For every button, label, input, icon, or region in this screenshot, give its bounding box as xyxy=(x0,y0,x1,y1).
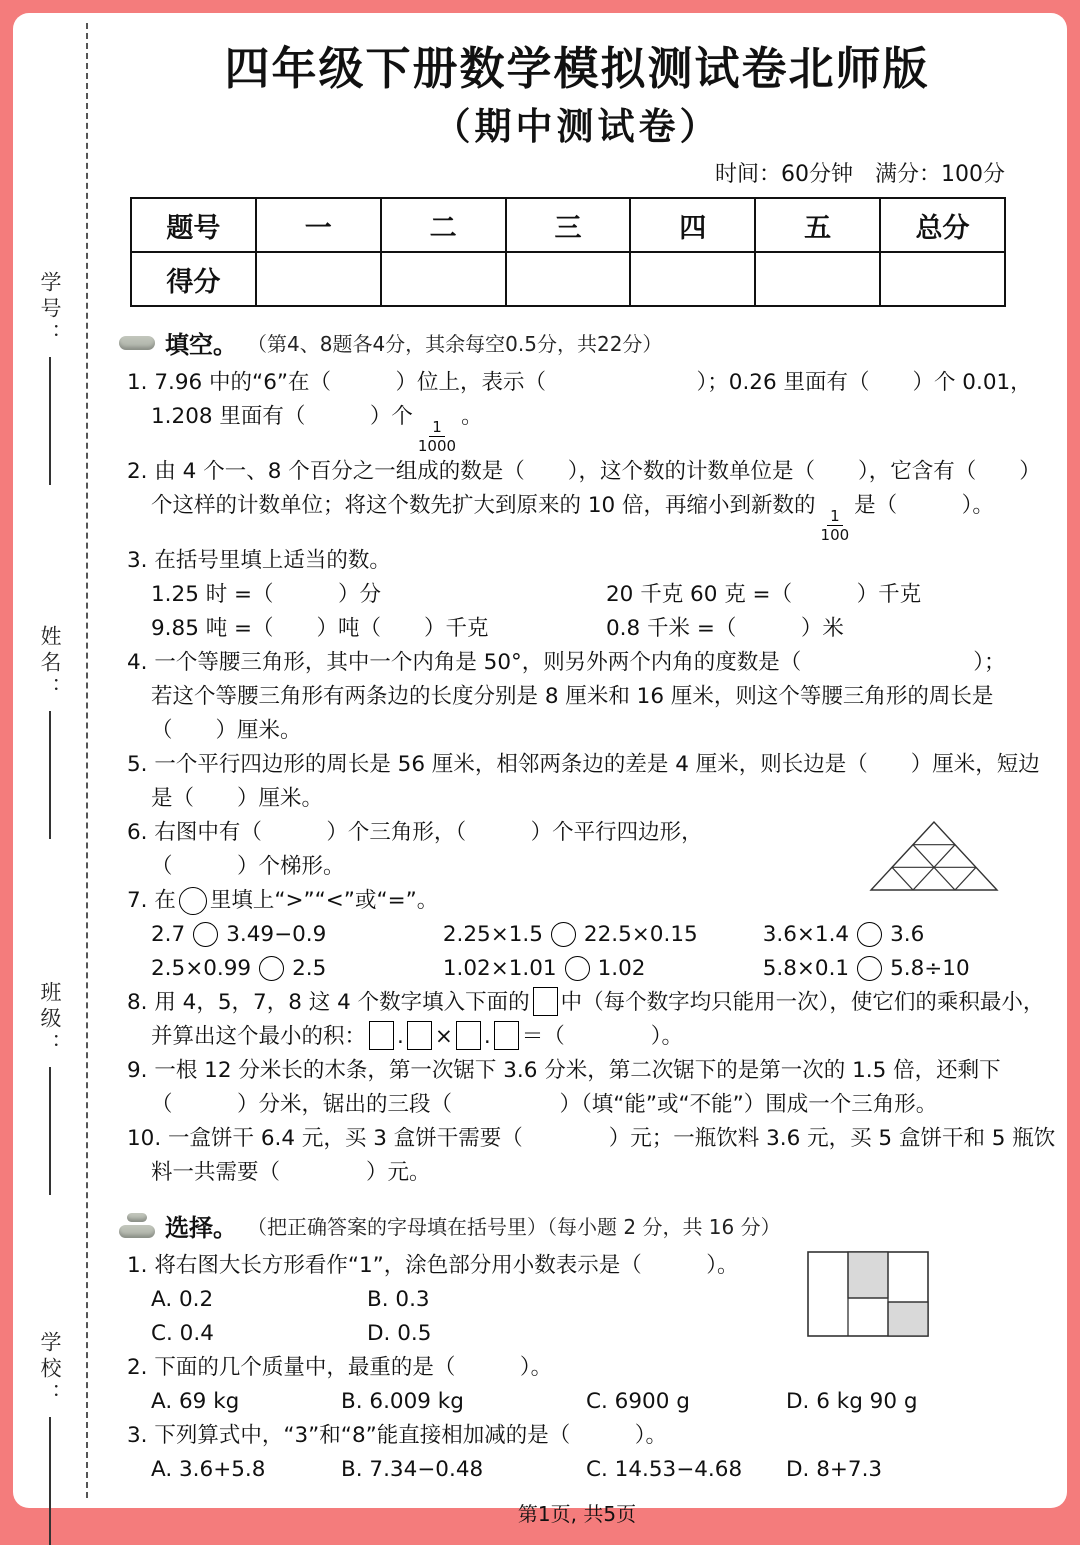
time-score-info: 时间：60分钟 满分：100分 xyxy=(715,162,1005,188)
score-table-label-defen: 得分 xyxy=(131,252,256,306)
comparison-item xyxy=(443,918,756,952)
choice-question-1-line-1: 1. 将右图大长方形看作“1”，涂色部分用小数表示是（ ）。 xyxy=(127,1253,739,1279)
question-1-line-2 xyxy=(151,400,1041,455)
conversion-item: 9.85 吨 =（ ）吨（ ）千克 xyxy=(151,616,489,642)
question-6-line-1: 6. 右图中有（ ）个三角形，（ ）个平行四边形， xyxy=(127,820,703,846)
text-segment: 是（ ）。 xyxy=(854,493,994,519)
compare-left: 5.8×0.1 xyxy=(762,956,850,982)
score-cell-1 xyxy=(256,252,381,306)
score-table-score-row xyxy=(131,252,1005,306)
question-3-row-2 xyxy=(151,612,1041,646)
compare-left: 1.02×1.01 xyxy=(442,956,557,982)
option-d: D. 6 kg 90 g xyxy=(786,1389,918,1415)
question-7-row-2 xyxy=(151,952,1041,986)
question-6-line-2: （ ）个梯形。 xyxy=(151,854,345,880)
score-table-col-4: 四 xyxy=(630,198,755,252)
option-d: D. 8+7.3 xyxy=(786,1457,883,1483)
compare-right: 22.5×0.15 xyxy=(583,922,698,948)
option-a: A. 0.2 xyxy=(151,1287,214,1313)
comparison-item xyxy=(443,952,756,986)
text-segment: 个这样的计数单位；将这个数先扩大到原来的 10 倍，再缩小到新数的 xyxy=(151,493,816,519)
question-3 xyxy=(113,544,1041,646)
score-table-header-row xyxy=(131,198,1005,252)
score-table-col-2: 二 xyxy=(381,198,506,252)
score-table-col-1: 一 xyxy=(256,198,381,252)
option-c: C. 0.4 xyxy=(151,1321,214,1347)
choice-question-3-options-row xyxy=(151,1453,1041,1487)
digit-box-icon xyxy=(407,1021,432,1050)
decimal-point: . xyxy=(483,1024,491,1050)
compare-left: 3.6×1.4 xyxy=(762,922,850,948)
question-8-line-1 xyxy=(127,986,1045,1020)
option-a: A. 69 kg xyxy=(151,1389,240,1415)
option-a: A. 3.6+5.8 xyxy=(151,1457,266,1483)
choice-question-3-line-1: 3. 下列算式中，“3”和“8”能直接相加减的是（ ）。 xyxy=(127,1423,668,1449)
digit-box-icon xyxy=(369,1021,394,1050)
question-6 xyxy=(113,816,1041,884)
comparison-item xyxy=(763,918,925,952)
compare-circle-icon xyxy=(193,922,218,947)
compare-circle-icon xyxy=(551,922,576,947)
question-7-line-1 xyxy=(127,884,1041,918)
compare-right: 2.5 xyxy=(292,956,327,982)
student-id-label: 学号： xyxy=(38,271,62,349)
text-segment: ＝（ ）。 xyxy=(521,1024,683,1050)
class-field xyxy=(25,981,75,1195)
class-blank-line xyxy=(49,1067,51,1195)
compare-left: 2.25×1.5 xyxy=(442,922,543,948)
student-name-label: 姓名： xyxy=(38,625,62,703)
option-d: D. 0.5 xyxy=(367,1321,432,1347)
text-segment: 里填上“>”“<”或“=”。 xyxy=(209,888,439,914)
option-b: B. 0.3 xyxy=(367,1287,430,1313)
section2-heading xyxy=(119,1208,1041,1243)
question-4 xyxy=(113,646,1041,748)
choice-question-3 xyxy=(113,1419,1041,1487)
fraction-numerator: 1 xyxy=(827,507,843,526)
student-name-blank-line xyxy=(49,711,51,839)
section1-note: （第4、8题各4分，其余每空0.5分，共22分） xyxy=(247,332,663,357)
digit-box-icon xyxy=(494,1021,519,1050)
question-2 xyxy=(113,455,1041,544)
school-blank-line xyxy=(49,1417,51,1545)
paper-subtitle: （期中测试卷） xyxy=(433,105,721,149)
brush-numeral-one-icon xyxy=(119,336,155,350)
score-table xyxy=(130,197,1006,307)
choice-question-2-line-1: 2. 下面的几个质量中，最重的是（ ）。 xyxy=(127,1355,553,1381)
section1-title: 填空。 xyxy=(165,331,237,360)
shaded-rectangle-figure xyxy=(807,1251,929,1337)
brush-numeral-two-icon xyxy=(119,1213,155,1238)
fraction-denominator: 1000 xyxy=(417,437,457,456)
question-3-row-1 xyxy=(151,578,1041,612)
question-10-line-1: 10. 一盒饼干 6.4 元，买 3 盒饼干需要（ ）元；一瓶饮料 3.6 元，买 5 盒饼干和 5 瓶饮 xyxy=(127,1126,1056,1152)
compare-right: 3.49−0.9 xyxy=(226,922,327,948)
score-cell-3 xyxy=(506,252,631,306)
option-b: B. 6.009 kg xyxy=(341,1389,464,1415)
question-5-line-1: 5. 一个平行四边形的周长是 56 厘米，相邻两条边的差是 4 厘米，则长边是（ ）厘米，短边 xyxy=(127,752,1040,778)
score-table-col-5: 五 xyxy=(755,198,880,252)
score-table-col-3: 三 xyxy=(506,198,631,252)
question-2-line-2 xyxy=(151,489,1041,544)
question-9-line-2: （ ）分米，锯出的三段（ ）（填“能”或“不能”）围成一个三角形。 xyxy=(151,1092,938,1118)
compare-right: 5.8÷10 xyxy=(890,956,970,982)
text-segment: 8. 用 4，5，7，8 这 4 个数字填入下面的 xyxy=(127,990,530,1016)
compare-circle-icon xyxy=(565,956,590,981)
school-field xyxy=(25,1331,75,1545)
conversion-item: 0.8 千米 =（ ）米 xyxy=(606,616,844,642)
text-segment: 并算出这个最小的积： xyxy=(151,1024,367,1050)
question-5-line-2: 是（ ）厘米。 xyxy=(151,786,324,812)
question-8-line-2 xyxy=(151,1020,1041,1054)
seal-dashed-line xyxy=(86,23,88,1498)
triangle-grid-figure xyxy=(869,820,999,892)
comparison-item xyxy=(151,952,436,986)
fraction-one-thousandth xyxy=(418,418,456,455)
choice-question-2 xyxy=(113,1351,1041,1419)
question-4-line-2: 若这个等腰三角形有两条边的长度分别是 8 厘米和 16 厘米，则这个等腰三角形的周长是 xyxy=(151,684,994,710)
question-4-line-1: 4. 一个等腰三角形，其中一个内角是 50°，则另外两个内角的度数是（ ）； xyxy=(127,650,1006,676)
compare-right: 3.6 xyxy=(890,922,925,948)
fraction-denominator: 100 xyxy=(820,526,850,545)
choice-question-1 xyxy=(113,1249,1041,1351)
score-table-label-tihao: 题号 xyxy=(131,198,256,252)
question-4-line-3: （ ）厘米。 xyxy=(151,718,302,744)
section1-heading xyxy=(119,325,1041,360)
score-cell-5 xyxy=(755,252,880,306)
question-7 xyxy=(113,884,1041,986)
text-segment: 7. 在 xyxy=(127,888,176,914)
compare-circle-icon xyxy=(857,922,882,947)
option-b: B. 7.34−0.48 xyxy=(341,1457,484,1483)
comparison-item xyxy=(763,952,970,986)
paper-content xyxy=(113,21,1056,1527)
compare-circle-icon xyxy=(179,887,207,915)
score-cell-4 xyxy=(630,252,755,306)
times-sign: × xyxy=(434,1024,453,1050)
question-1-line-1: 1. 7.96 中的“6”在（ ）位上，表示（ ）；0.26 里面有（ ）个 0.01， xyxy=(127,370,1032,396)
option-c: C. 6900 g xyxy=(586,1389,690,1415)
question-8 xyxy=(113,986,1045,1054)
student-id-field xyxy=(25,271,75,485)
decimal-point: . xyxy=(397,1024,404,1050)
school-label: 学校： xyxy=(38,1331,62,1409)
comparison-item xyxy=(151,918,436,952)
compare-right: 1.02 xyxy=(597,956,646,982)
student-id-blank-line xyxy=(49,357,51,485)
question-10-line-2: 料一共需要（ ）元。 xyxy=(151,1160,431,1186)
question-7-row-1 xyxy=(151,918,1041,952)
compare-circle-icon xyxy=(857,956,882,981)
text-segment: 1.208 里面有（ ）个 xyxy=(151,404,413,430)
score-cell-2 xyxy=(381,252,506,306)
digit-box-icon xyxy=(456,1021,481,1050)
class-label: 班级： xyxy=(38,981,62,1059)
text-segment: 。 xyxy=(461,404,483,430)
score-table-col-total: 总分 xyxy=(880,198,1005,252)
question-9 xyxy=(113,1054,1041,1122)
text-segment: 中（每个数字均只能用一次），使它们的乘积最小， xyxy=(560,990,1045,1016)
section2-note: （把正确答案的字母填在括号里）（每小题 2 分，共 16 分） xyxy=(247,1215,781,1240)
question-9-line-1: 9. 一根 12 分米长的木条，第一次锯下 3.6 分米，第二次锯下的是第一次的 1.5 倍，还剩下 xyxy=(127,1058,1001,1084)
choice-question-2-options-row xyxy=(151,1385,1041,1419)
compare-left: 2.7 xyxy=(151,922,186,948)
fraction-numerator: 1 xyxy=(429,418,445,437)
compare-left: 2.5×0.99 xyxy=(151,956,252,982)
question-1 xyxy=(113,366,1041,455)
question-10 xyxy=(113,1122,1056,1190)
question-2-line-1: 2. 由 4 个一、8 个百分之一组成的数是（ ），这个数的计数单位是（ ），它含有（ ） xyxy=(127,459,1041,485)
conversion-item: 20 千克 60 克 =（ ）千克 xyxy=(606,582,922,608)
fraction-one-hundredth xyxy=(821,507,850,544)
conversion-item: 1.25 时 =（ ）分 xyxy=(151,582,382,608)
score-cell-total xyxy=(880,252,1005,306)
page-footer: 第1页, 共5页 xyxy=(517,1502,637,1527)
digit-box-icon xyxy=(533,987,558,1016)
paper-title: 四年级下册数学模拟测试卷北师版 xyxy=(224,42,930,95)
question-5 xyxy=(113,748,1041,816)
option-c: C. 14.53−4.68 xyxy=(586,1457,743,1483)
question-3-line-1: 3. 在括号里填上适当的数。 xyxy=(127,548,391,574)
student-name-field xyxy=(25,625,75,839)
test-paper-page xyxy=(13,13,1067,1527)
compare-circle-icon xyxy=(259,956,284,981)
section2-title: 选择。 xyxy=(165,1214,237,1243)
